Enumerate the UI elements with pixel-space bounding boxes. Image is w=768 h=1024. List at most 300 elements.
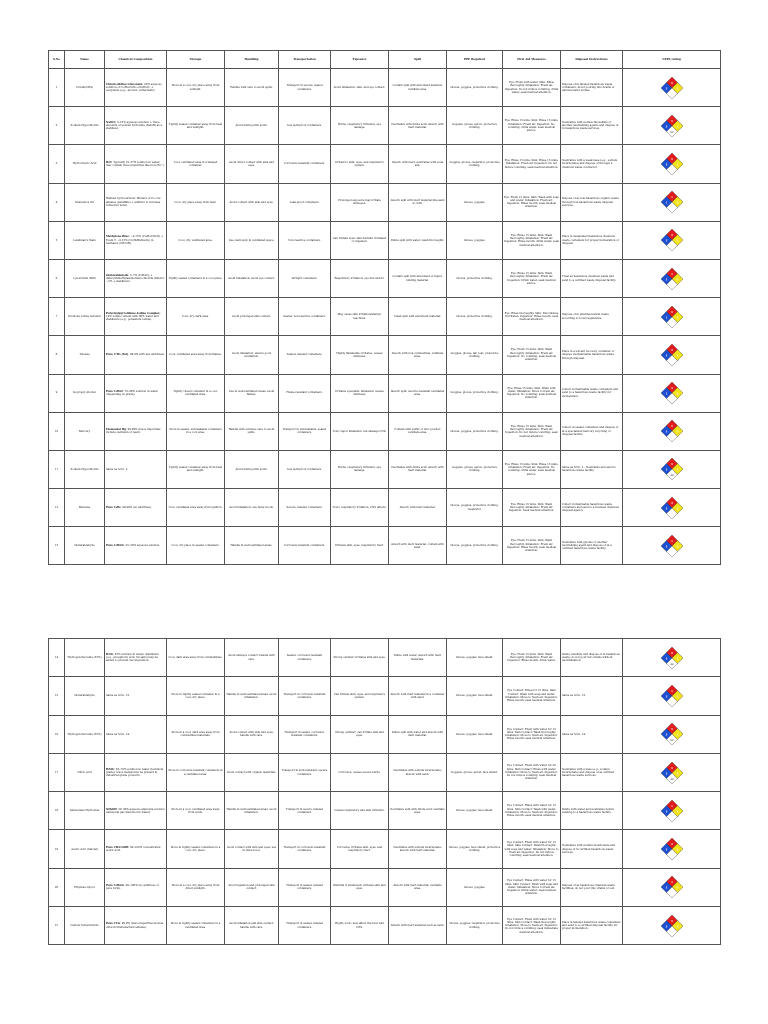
cell-first-aid: Eye: Flush 15 mins. Skin: Wash thoroughly. Inhalation: Fresh air. Ingestion: Rinse mouth, seek medical attention.: [503, 527, 561, 565]
nfpa-flammability-value: 1: [670, 539, 673, 543]
cell-first-aid: Eye Contact: Flush with water for 20 mins. Skin Contact: Rinse with water. Inhalation: Move to fresh air. Ingestion: Do not induce vomiting; seek medical attention.: [503, 753, 561, 791]
cell-ppe: Goggles, gloves, lab coat, protective clothing.: [447, 336, 503, 374]
cell-name: Glutaraldehyde: [65, 677, 105, 715]
cell-transportation: Transport in corrosion-resistant containers.: [279, 830, 331, 868]
nfpa-instability-value: 0: [676, 507, 678, 511]
table-row: [49, 69, 721, 107]
cell-sno: 7: [49, 298, 65, 336]
composition-formula: Pure C₆H₆: [106, 506, 121, 510]
cell-nfpa: [623, 715, 721, 753]
cell-transportation: Transport in secure, labeled containers.: [279, 792, 331, 830]
cell-composition: [105, 259, 167, 297]
composition-text: : Typically 10–37% solution in water; may contain trace impurities like iron (Fe³⁺).: [106, 160, 165, 167]
cell-transportation: Corrosion-resistant containers.: [279, 527, 331, 565]
cell-first-aid: Eye: Flush with water. Skin: Rinse thoroughly. Inhalation: Fresh air. Ingestion: Do not induce vomiting, drink water, seek medical attention.: [503, 69, 561, 107]
composition-formula: Methylene Blue: [106, 235, 129, 239]
header-composition: Chemical Composition: [105, 51, 167, 69]
cell-exposure: Strong oxidizer; irritates skin and eyes.: [331, 639, 389, 677]
cell-disposal: Neutralize with sodium bicarbonate and dispose of in certified hazardous waste services.: [561, 830, 623, 868]
page-one-table-region: [48, 50, 720, 565]
header-ppe: PPE Required: [447, 51, 503, 69]
cell-composition: [105, 336, 167, 374]
cell-disposal: Dispose of in pharmaceutical waste according to local regulations.: [561, 298, 623, 336]
cell-first-aid: Eye: Rinse 15 mins. Skin: Wash thoroughly. Inhalation: Fresh air. Ingestion: Drink water, seek medical advice.: [503, 259, 561, 297]
cell-storage: Cool, dark area away from combustibles.: [167, 639, 225, 677]
cell-name: Acetic Acid (Glacial): [65, 830, 105, 868]
cell-name: Povidone Iodine Solution: [65, 298, 105, 336]
nfpa-diamond-icon: [661, 115, 683, 137]
table-row: [49, 792, 721, 830]
table-body-page-two: [49, 639, 721, 945]
nfpa-special-value: OX: [669, 475, 674, 478]
cell-exposure: Highly flammable; irritates, causes dizziness.: [331, 336, 389, 374]
cell-transportation: Transport in acid-resistant, secure containers.: [279, 753, 331, 791]
cell-first-aid: Eye Contact: Flush with water for 15 mins. Skin Contact: Wash thoroughly. Inhalation: Move to fresh air. Ingestion: Rinse mouth; seek medical attention.: [503, 715, 561, 753]
cell-first-aid: Eye: Rinse 15 mins. Skin: Wash thoroughly. Inhalation: Fresh air. Ingestion: Seek medical attention.: [503, 489, 561, 527]
nfpa-health-value: 2: [665, 886, 667, 890]
header-sno: S.No: [49, 51, 65, 69]
cell-name: Sodium Hypochlorite: [65, 450, 105, 488]
cell-nfpa: [623, 907, 721, 945]
cell-first-aid: Eye: Rinse thoroughly. Skin: Discontinue if irritated. Ingestion: Rinse mouth, seek medical attention.: [503, 298, 561, 336]
table-row: [49, 183, 721, 221]
cell-exposure: Burns, respiratory irritation, eye damage.: [331, 450, 389, 488]
chemical-safety-table-page-two: [48, 638, 721, 945]
cell-ppe: Goggles, gloves, protective clothing.: [447, 374, 503, 412]
cell-spill: Absorb with inert material, contain with sand.: [389, 527, 447, 565]
composition-text: : 99–100% (no additives or pure form).: [106, 884, 160, 891]
table-row: [49, 336, 721, 374]
cell-ppe: Goggles, gloves, respirator, protective clothing.: [447, 145, 503, 183]
nfpa-diamond-icon: [661, 497, 683, 519]
cell-name: Hydrogen Peroxide (35%): [65, 715, 105, 753]
header-transportation: Transportation: [279, 51, 331, 69]
nfpa-diamond-icon: [661, 306, 683, 328]
nfpa-diamond-icon: [661, 915, 683, 937]
cell-sno: 15: [49, 677, 65, 715]
nfpa-instability-value: 0: [676, 545, 678, 549]
cell-name: Hydrochloric Acid: [65, 145, 105, 183]
cell-handling: Avoid inhalation; avoid eye contact.: [225, 259, 279, 297]
cell-transportation: Corrosion-resistant containers.: [279, 145, 331, 183]
nfpa-instability-value: 0: [676, 316, 678, 320]
cell-name: Hydrogen Peroxide (35%): [65, 639, 105, 677]
nfpa-diamond-icon: [661, 191, 683, 213]
nfpa-instability-value: 0: [676, 354, 678, 358]
cell-spill: Contain spill with absorbent material; ventilate area.: [389, 69, 447, 107]
cell-composition: [105, 145, 167, 183]
header-handling: Handling: [225, 51, 279, 69]
cell-exposure: Corrosive; causes severe burns.: [331, 753, 389, 791]
nfpa-instability-value: 1: [676, 468, 678, 472]
cell-storage: Cool, ventilated area in a labeled container.: [167, 145, 225, 183]
cell-sno: 6: [49, 259, 65, 297]
cell-spill: Neutralize with sodium bicarbonate; absorb with inert material.: [389, 830, 447, 868]
cell-first-aid: Eye: Rinse 15 mins. Skin: Rinse 15 mins. Inhalation: Fresh air. Ingestion: No vomiting; drink water, seek medical advice.: [503, 450, 561, 488]
nfpa-health-value: 3: [665, 657, 667, 661]
nfpa-diamond-icon: [661, 268, 683, 290]
nfpa-health-value: 3: [665, 430, 667, 434]
cell-nfpa: [623, 221, 721, 259]
composition-text: : 25–50% aqueous solution.: [123, 544, 160, 548]
cell-handling: Avoid inhalation, ensure good ventilation.: [225, 336, 279, 374]
table-row: [49, 868, 721, 906]
composition-text: : 65–70% solution in water (technical grade); trace metals may be present in industrial grade products.: [106, 767, 164, 778]
cell-ppe: Gloves, goggles.: [447, 221, 503, 259]
cell-disposal: Neutralize with a weak base (e.g., sodium bicarbonate) and dispose of through a chemical waste contractor.: [561, 145, 623, 183]
cell-nfpa: [623, 450, 721, 488]
cell-disposal: Neutralize with glycine or another neutralizing agent and dispose of in a certified hazardous waste facility.: [561, 527, 623, 565]
cell-name: Immersion Oil: [65, 183, 105, 221]
cell-name: Lysoformin 3000: [65, 259, 105, 297]
cell-exposure: Can irritate eyes; skin harmful if inhaled or ingested.: [331, 221, 389, 259]
cell-disposal: Same as S.No. 14.: [561, 715, 623, 753]
nfpa-health-value: 2: [665, 86, 667, 90]
cell-spill: Dilute spill with water and absorb with inert material.: [389, 715, 447, 753]
cell-exposure: Can irritate skin, eyes, and respiratory system.: [331, 677, 389, 715]
cell-transportation: Flame-resistant containers.: [279, 374, 331, 412]
cell-handling: Avoid contact with skin and eyes; use in fume hood.: [225, 830, 279, 868]
nfpa-instability-value: 1: [676, 163, 678, 167]
nfpa-instability-value: 0: [676, 886, 678, 890]
nfpa-instability-value: 0: [676, 430, 678, 434]
cell-nfpa: [623, 336, 721, 374]
cell-composition: [105, 489, 167, 527]
composition-text: : 99–100% concentrated acetic acid.: [106, 845, 161, 853]
cell-exposure: Respiratory irritation; eye discomfort.: [331, 259, 389, 297]
cell-sno: 1: [49, 69, 65, 107]
composition-text: : 20% aqueous solution of C₂₂H₃₀Cl₂N₁₀.2C₆H₁₂O₇ + excipients (e.g., alcohol, surfactants): [106, 82, 162, 93]
cell-handling: Avoid prolonged skin contact.: [225, 298, 279, 336]
nfpa-diamond-icon: [661, 838, 683, 860]
cell-exposure: Corrosive; irritates skin, eyes, and respiratory tract.: [331, 830, 389, 868]
nfpa-flammability-value: 1: [670, 196, 673, 200]
cell-name: Toluene: [65, 336, 105, 374]
composition-formula: Pure C₇H₈ (Tol): [106, 353, 129, 357]
cell-ppe: Gloves, goggles.: [447, 183, 503, 221]
table-row: [49, 907, 721, 945]
nfpa-instability-value: 0: [676, 695, 678, 699]
composition-formula: HCl: [106, 160, 112, 164]
cell-ppe: Goggles, gloves, apron, face shield.: [447, 753, 503, 791]
cell-spill: Absorb spill with inert material like sand or cloth.: [389, 183, 447, 221]
header-first-aid: First Aid Measures: [503, 51, 561, 69]
page-two-table-region: [48, 638, 720, 945]
cell-spill: Absorb spill; use fire-resistant ventilated area.: [389, 374, 447, 412]
nfpa-flammability-value: 0: [670, 425, 673, 429]
composition-formula: Elemental Hg: [106, 428, 126, 432]
cell-nfpa: [623, 145, 721, 183]
table-row: [49, 489, 721, 527]
header-nfpa: NFPA rating: [623, 51, 721, 69]
cell-disposal: Same as S.No. 2 - Neutralize and send to hazardous waste facility.: [561, 450, 623, 488]
cell-ppe: Gloves, goggles, face shield, protective clothing.: [447, 830, 503, 868]
composition-text: : 70–99% solution in water (depending on grade).: [106, 389, 158, 397]
cell-handling: Use cautiously in ventilated space.: [225, 221, 279, 259]
cell-spill: Dilute spill with water; wash thoroughly.: [389, 221, 447, 259]
chemical-safety-table-page-one: [48, 50, 721, 565]
cell-sno: 13: [49, 527, 65, 565]
nfpa-flammability-value: 0: [670, 766, 673, 770]
cell-disposal: Collect in flammable waste containers and send to a hazardous waste facility for incineration.: [561, 374, 623, 412]
composition-text: : 99.9% with few additives).: [128, 353, 165, 357]
cell-sno: 9: [49, 374, 65, 412]
nfpa-instability-value: 0: [676, 925, 678, 929]
cell-storage: Cool, dry place away from heat.: [167, 183, 225, 221]
cell-spill: Dilute with water; absorb with inert materials.: [389, 639, 447, 677]
cell-handling: Use in well-ventilated areas; avoid flames.: [225, 374, 279, 412]
nfpa-health-value: 3: [665, 925, 667, 929]
cell-handling: Handle with care to avoid spills.: [225, 69, 279, 107]
cell-storage: Cool, dry, dark area.: [167, 298, 225, 336]
nfpa-flammability-value: 0: [670, 310, 673, 314]
cell-storage: Store in a cool, dry place away from sunlight.: [167, 69, 225, 107]
cell-disposal: Treat as hazardous chemical waste and send to a certified waste disposal facility.: [561, 259, 623, 297]
nfpa-health-value: 1: [665, 392, 667, 396]
cell-storage: Store in tightly sealed containers in a cool, dry place.: [167, 830, 225, 868]
composition-text: : 5–10% aqueous solution + trace amounts of sodium hydroxide (NaOH) as a stabilizer.: [106, 120, 162, 131]
table-row: [49, 527, 721, 565]
cell-nfpa: [623, 69, 721, 107]
table-row: [49, 412, 721, 450]
nfpa-health-value: 2: [665, 239, 667, 243]
composition-text: : 5–7% (C₅H₈O₂) + didecyldimethylammonium chloride (DDAC): ~5% + stabilizers.: [106, 273, 165, 284]
cell-storage: Store in a cool, ventilated area away from acids.: [167, 792, 225, 830]
cell-disposal: Place in a solvent recovery container or dispose via flammable hazardous waste through disposal.: [561, 336, 623, 374]
cell-name: Crumb(CR4): [65, 69, 105, 107]
cell-first-aid: Eye Contact: Flush with water for 15 mins. Skin Contact: Wash thoroughly. Inhalation: Move to fresh air. Ingestion: Do not induce vomiting; seek immediate medical attention.: [503, 907, 561, 945]
cell-handling: Handle in well-ventilated areas.: [225, 527, 279, 565]
cell-composition: [105, 298, 167, 336]
composition-text: Same as S.No. 2.: [106, 467, 129, 471]
cell-transportation: Use spill-proof containers.: [279, 107, 331, 145]
header-exposure: Exposure: [331, 51, 389, 69]
cell-disposal: Neutralize with a base (e.g., sodium bicarbonate) and dispose of as certified hazardous waste services.: [561, 753, 623, 791]
cell-spill: Absorb with non-combustible, ventilate area.: [389, 336, 447, 374]
nfpa-instability-value: 1: [676, 657, 678, 661]
cell-handling: Avoid inhalation; use fume hoods.: [225, 489, 279, 527]
cell-storage: Store in tightly sealed containers in a ventilated area.: [167, 907, 225, 945]
cell-composition: [105, 677, 167, 715]
cell-exposure: Irritates skin, eyes, respiratory tract.: [331, 527, 389, 565]
cell-transportation: Transport in corrosion-resistant containers.: [279, 677, 331, 715]
nfpa-flammability-value: 0: [670, 728, 673, 732]
cell-spill: Absorb with inert material; ventilate area.: [389, 868, 447, 906]
nfpa-diamond-icon: [661, 458, 683, 480]
nfpa-special-value: OX: [669, 778, 674, 781]
nfpa-health-value: 3: [665, 468, 667, 472]
composition-formula: NaOCl: [106, 120, 116, 124]
cell-transportation: Transport in sealed, labeled containers.: [279, 907, 331, 945]
nfpa-health-value: 3: [665, 163, 667, 167]
cell-spill: Contain with sulfur or zinc powder; ventilate area.: [389, 412, 447, 450]
cell-disposal: Collect in sealed containers and dispose of at a specialized mercury recycling or disposal facility.: [561, 412, 623, 450]
cell-sno: 17: [49, 753, 65, 791]
cell-name: Nitric Acid: [65, 753, 105, 791]
header-storage: Storage: [167, 51, 225, 69]
cell-nfpa: [623, 527, 721, 565]
nfpa-instability-value: 0: [676, 277, 678, 281]
cell-transportation: Sealed, non-reactive containers.: [279, 298, 331, 336]
cell-spill: Absorb with inert material.: [389, 489, 447, 527]
cell-storage: Tightly closed container in a cool, ventilated area.: [167, 374, 225, 412]
cell-handling: Avoid inhalation and skin contact; handle with care.: [225, 907, 279, 945]
composition-formula: Glutaraldehyde: [106, 273, 129, 277]
cell-exposure: Irritant to skin, eyes, and respiratory system.: [331, 145, 389, 183]
nfpa-health-value: 3: [665, 771, 667, 775]
nfpa-diamond-icon: [661, 229, 683, 251]
cell-ppe: Goggles, gloves, apron, protective clothing.: [447, 107, 503, 145]
cell-storage: Store in corrosion-resistant containers in a ventilated area.: [167, 753, 225, 791]
cell-sno: 11: [49, 450, 65, 488]
cell-ppe: Goggles, gloves, apron, protective clothing.: [447, 450, 503, 488]
nfpa-flammability-value: 0: [670, 919, 673, 923]
nfpa-diamond-icon: [661, 535, 683, 557]
cell-composition: [105, 221, 167, 259]
cell-storage: Store in tightly sealed container in a cool, dry place.: [167, 677, 225, 715]
nfpa-flammability-value: 1: [670, 689, 673, 693]
cell-exposure: May cause skin irritation/allergic reactions.: [331, 298, 389, 336]
cell-storage: Store in sealed, unbreakable containers in a cool area.: [167, 412, 225, 450]
cell-nfpa: [623, 374, 721, 412]
table-row: [49, 298, 721, 336]
nfpa-flammability-value: 1: [670, 272, 673, 276]
composition-text: : ~0.15% (C₁₆H₁₈ClN₃S) + Eosin Y: ~0.15% (C₂₀H₆Br₄Na₂O₅) in methanol (CH₃OH).: [106, 235, 164, 245]
cell-name: Ethylene Glycol: [65, 868, 105, 906]
cell-transportation: Transport in sealed, corrosion-resistant containers.: [279, 715, 331, 753]
nfpa-health-value: 3: [665, 733, 667, 737]
cell-nfpa: [623, 868, 721, 906]
composition-formula: H₂O₂: [106, 652, 113, 656]
table-row: [49, 107, 721, 145]
cell-exposure: Prolonged exposure may irritate skin/eyes.: [331, 183, 389, 221]
cell-disposal: Collect in flammable hazardous waste containers and send to a licensed chemical disposal agency.: [561, 489, 623, 527]
nfpa-diamond-icon: [661, 876, 683, 898]
cell-transportation: Sealed, corrosion-resistant containers.: [279, 639, 331, 677]
cell-disposal: Neutralize with sodium thiosulfate or another neutralizing agents and dispose of in hazardous waste services.: [561, 107, 623, 145]
cell-composition: [105, 183, 167, 221]
header-disposal: Disposal Instructions: [561, 51, 623, 69]
nfpa-flammability-value: 3: [670, 348, 673, 352]
cell-exposure: Avoid inhalation, skin, and eye contact.: [331, 69, 389, 107]
table-row: [49, 753, 721, 791]
nfpa-health-value: 3: [665, 545, 667, 549]
nfpa-health-value: 3: [665, 848, 667, 852]
cell-sno: 8: [49, 336, 65, 374]
cell-ppe: Gloves, goggles, protective clothing, respirator.: [447, 489, 503, 527]
cell-sno: 4: [49, 183, 65, 221]
cell-sno: 5: [49, 221, 65, 259]
cell-exposure: Toxic; respiratory irritation, CNS effects.: [331, 489, 389, 527]
nfpa-special-value: OX: [669, 740, 674, 743]
nfpa-flammability-value: 0: [670, 651, 673, 655]
cell-composition: [105, 715, 167, 753]
cell-ppe: Gloves, goggles, protective clothing.: [447, 527, 503, 565]
cell-ppe: Gloves, protective clothing.: [447, 298, 503, 336]
cell-disposal: Place in labeled hazardous waste containers and send to a certified disposal facility for proper incineration.: [561, 907, 623, 945]
cell-first-aid: Eye: Rinse 15 mins. Skin: Rinse 15 mins. Inhalation: Fresh air. Ingestion: No vomiting; drink water, seek medical advice.: [503, 107, 561, 145]
cell-disposal: Dilute with water and neutralize before sending to a hazardous waste facility.: [561, 792, 623, 830]
nfpa-instability-value: 0: [676, 848, 678, 852]
cell-spill: Contain spill with absorbent or liquid, binding material.: [389, 259, 447, 297]
cell-first-aid: Eye Contact: Rinse with water for 15 mins. Skin Contact: Wash with soap and water. Inhalation: Move to fresh air. Ingestion: Drink water; seek medical attention.: [503, 868, 561, 906]
composition-text: : 10% iodine content with 90% water and stabilizers (e.g., potassium iodide).: [106, 311, 161, 322]
cell-storage: Cool, ventilated area away from flames.: [167, 336, 225, 374]
nfpa-health-value: 2: [665, 354, 667, 358]
nfpa-flammability-value: 3: [670, 234, 673, 238]
cell-ppe: Gloves, goggles, face shield.: [447, 792, 503, 830]
nfpa-instability-value: 0: [676, 810, 678, 814]
nfpa-flammability-value: 3: [670, 501, 673, 505]
cell-disposal: Dispose of as hazardous chemical waste facilities; do not pour into drains or soil.: [561, 868, 623, 906]
cell-storage: Store in a cool, dry place away from direct sunlight.: [167, 868, 225, 906]
cell-transportation: Sealed, labeled containers.: [279, 336, 331, 374]
nfpa-diamond-icon: [661, 762, 683, 784]
composition-formula: NH₄OH: [106, 807, 117, 811]
cell-name: Leishman's Stain: [65, 221, 105, 259]
nfpa-diamond-icon: [661, 723, 683, 745]
table-header: [49, 51, 721, 69]
composition-text: Refined hydrocarbons: Mixture of C₁₅–C₄₀ alkanes (paraffins) + additive to increase refractive index.: [106, 197, 161, 207]
cell-composition: [105, 830, 167, 868]
cell-transportation: Transport in secure, sealed containers.: [279, 69, 331, 107]
cell-disposal: Place in designated hazardous chemical waste containers for proper incineration or disposal.: [561, 221, 623, 259]
cell-handling: Handle in well-ventilated areas; avoid inhalation.: [225, 792, 279, 830]
cell-spill: Absorb with inert material in a container with sand.: [389, 677, 447, 715]
table-row: [49, 639, 721, 677]
nfpa-instability-value: 0: [676, 771, 678, 775]
cell-first-aid: Eye Contact: Rinse for 15 mins. Skin Contact: Wash with soap and water. Inhalation: Move to fresh air. Ingestion: Rinse mouth; seek medical attention.: [503, 677, 561, 715]
cell-storage: Tightly sealed container away from heat and sunlight.: [167, 450, 225, 488]
cell-handling: Avoid contact with skin and eyes; handle with care.: [225, 715, 279, 753]
cell-first-aid: Eye: Flush 15 mins. Skin: Wash thoroughly. Inhalation: Fresh air. Ingestion: Rinse mouth, drink water.: [503, 639, 561, 677]
cell-composition: [105, 412, 167, 450]
cell-composition: [105, 868, 167, 906]
cell-first-aid: Eye Contact: Rinse with water for 15 mins. Skin Contact: Wash with water. Inhalation: Move to fresh air. Ingestion: Rinse mouth; seek medical attention.: [503, 792, 561, 830]
cell-nfpa: [623, 412, 721, 450]
table-row: [49, 715, 721, 753]
table-row: [49, 374, 721, 412]
cell-sno: 16: [49, 715, 65, 753]
cell-ppe: Gloves, goggles, face shield.: [447, 677, 503, 715]
nfpa-diamond-icon: [661, 344, 683, 366]
cell-storage: Cool, dry place in sealed containers.: [167, 527, 225, 565]
composition-text: : 99.99% (no additives).: [120, 506, 152, 510]
table-row: [49, 145, 721, 183]
nfpa-instability-value: 1: [676, 125, 678, 129]
cell-spill: Neutralize spill with dilute acid; ventilate area.: [389, 792, 447, 830]
cell-spill: Neutralize with dilute acid; absorb with inert material.: [389, 450, 447, 488]
cell-name: Glutaraldehyde: [65, 527, 105, 565]
cell-transportation: Use spill-proof containers.: [279, 450, 331, 488]
cell-spill: Clean spill with absorbent material.: [389, 298, 447, 336]
header-spill: Spill: [389, 51, 447, 69]
cell-composition: [105, 527, 167, 565]
nfpa-special-value: OX: [669, 131, 674, 134]
cell-disposal: Same as S.No. 13.: [561, 677, 623, 715]
composition-formula: Chloricolidine Gluconate: [106, 82, 143, 86]
cell-nfpa: [623, 792, 721, 830]
cell-nfpa: [623, 753, 721, 791]
cell-handling: Avoid ingestion and prolonged skin contact.: [225, 868, 279, 906]
cell-exposure: Burns, respiratory irritation, eye damage.: [331, 107, 389, 145]
composition-formula: Pure C₂H₆O₂: [106, 884, 124, 888]
nfpa-instability-value: 0: [676, 239, 678, 243]
nfpa-health-value: 3: [665, 125, 667, 129]
cell-handling: Handle in well-ventilated areas; avoid inhalation.: [225, 677, 279, 715]
cell-ppe: Gloves, goggles, respirator, protective clothing.: [447, 907, 503, 945]
cell-spill: Absorb with inert, neutralize with soda ash.: [389, 145, 447, 183]
